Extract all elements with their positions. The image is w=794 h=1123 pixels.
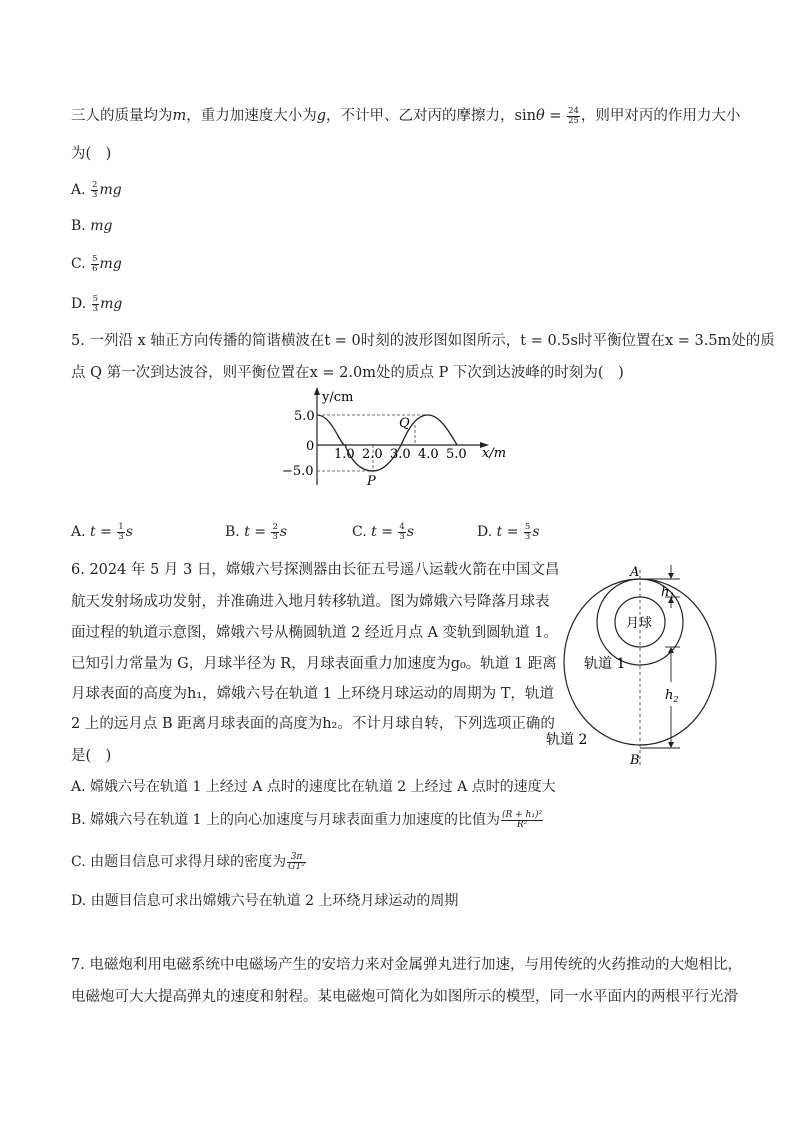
orbit-2-label: 轨道 2 [546,732,588,748]
q5-option-c[interactable] [352,522,414,542]
q6-stem-line7: 是( ) [71,748,112,764]
option-expr: mg [90,218,113,234]
option-letter: B. [71,218,86,234]
q4-text: ，则甲对丙的作用力大小 [580,108,741,124]
x-tick-1: 1.0 [334,447,355,462]
frac-num: 5 [524,521,531,532]
q6-option-b[interactable] [71,810,544,830]
q5-option-b[interactable] [225,522,287,542]
point-p-label: P [367,474,376,489]
q4-stem-line2: 为( ) [71,146,112,162]
option-unit: s [125,524,133,540]
frac-num: 3π [287,853,306,863]
x-tick-3: 3.0 [390,447,411,462]
option-letter: C. [352,524,367,540]
option-letter: D. [477,524,493,540]
q4-option-c[interactable] [71,254,122,274]
option-expr: mg [99,256,122,272]
frac-den: 3 [524,531,531,542]
option-letter: C. [71,256,86,272]
q6-stem-line6: 2 上的远月点 B 距离月球表面的高度为h₂。不计月球自转，下列选项正确的 [71,716,555,732]
option-pre: t = [244,524,271,540]
frac-num: 5 [92,293,99,304]
y-axis-arrow [314,387,320,395]
frac-den: 3 [272,531,278,542]
q4-option-d[interactable] [71,294,122,314]
q6-stem-line3: 面过程的轨道示意图，嫦娥六号从椭圆轨道 2 经近月点 A 变轨到圆轨道 1。 [71,625,558,641]
option-letter: D. [71,296,87,312]
option-fraction [524,523,531,542]
q5-option-a[interactable] [71,522,133,542]
q6-option-d[interactable]: D. 由题目信息可求出嫦娥六号在轨道 2 上环绕月球运动的周期 [71,893,459,909]
q4-text: 三人的质量均为 [71,108,173,124]
h1-label: $h_1$ [661,585,675,601]
q5-stem-line2: 点 Q 第一次到达波谷，则平衡位置在x = 2.0m处的质点 P 下次到达波峰的时刻为( ) [71,365,624,381]
option-expr: mg [100,296,123,312]
frac-num: (R + h₁)² [502,809,543,820]
q5-stem-line1: 5. 一列沿 x 轴正方向传播的简谐横波在t = 0时刻的波形图如图所示，t = 0.5s时平衡位置在x = 3.5m处的质 [71,333,775,349]
option-pre: t = [371,524,398,540]
frac-den: 3 [399,531,405,542]
x-axis-label: x/m [482,446,507,461]
option-fraction [501,811,543,830]
q4-text: ，重力加速度大小为 [186,108,317,124]
x-tick-4: 4.0 [418,447,439,462]
q5-option-d[interactable] [477,522,540,542]
point-q-label: Q [399,416,410,431]
option-letter: A. [71,182,86,198]
option-text: C. 由题目信息可求得月球的密度为 [71,854,287,870]
y-tick-neg5: −5.0 [282,464,314,479]
q7-stem-line2: 电磁炮可大大提高弹丸的速度和射程。某电磁炮可简化为如图所示的模型，同一水平面内的两根平行光滑 [71,989,738,1005]
q6-option-c[interactable] [71,852,307,872]
q4-var-g: g [316,108,327,124]
q6-orbit-diagram [540,560,740,775]
frac-den: 6 [92,263,98,274]
frac-den: GT² [288,861,305,872]
frac-num: 1 [118,521,124,532]
q4-sin-den: 25 [568,115,579,126]
q6-option-a[interactable]: A. 嫦娥六号在轨道 1 上经过 A 点时的速度比在轨道 2 上经过 A 点时的速度大 [71,779,556,795]
q4-var-theta: θ [535,108,545,124]
wave-curve [317,415,457,471]
moon-label: 月球 [626,616,653,631]
option-expr: mg [99,182,122,198]
option-pre: t = [90,524,117,540]
option-fraction [271,523,278,542]
h2-arrow-bottom [668,742,674,748]
frac-den: 3 [92,189,98,200]
q4-eq: = [544,108,567,124]
x-tick-2: 2.0 [362,447,383,462]
option-fraction [91,255,98,274]
q4-option-a[interactable] [71,180,122,200]
x-tick-5: 5.0 [446,447,467,462]
option-letter: B. [225,524,240,540]
frac-den: 3 [92,303,99,314]
option-unit: s [406,524,414,540]
q4-text: ，不计甲、乙对丙的摩擦力，sin [326,108,536,124]
option-pre: t = [496,524,523,540]
y-tick-5: 5.0 [294,409,315,424]
q4-option-b[interactable] [71,216,112,236]
q6-stem-line1: 6. 2024 年 5 月 3 日，嫦娥六号探测器由长征五号遥八运载火箭在中国文昌 [71,562,560,578]
q6-stem-line4: 已知引力常量为 G，月球半径为 R，月球表面重力加速度为g₀。轨道 1 距离 [71,656,557,672]
point-b-label: B [630,753,640,768]
option-fraction [398,523,405,542]
q4-sin-num: 24 [568,105,579,116]
q5-wave-graph [270,385,530,490]
option-text: B. 嫦娥六号在轨道 1 上的向心加速度与月球表面重力加速度的比值为 [71,812,500,828]
q7-stem-line1: 7. 电磁炮利用电磁系统中电磁场产生的安培力来对金属弹丸进行加速，与用传统的火药推动的大炮相比， [71,957,742,973]
point-a-label: A [630,565,640,580]
option-unit: s [532,524,540,540]
frac-num: 5 [92,253,98,264]
q6-stem-line2: 航天发射场成功发射，并准确进入地月转移轨道。图为嫦娥六号降落月球表 [71,594,550,610]
q4-var-m: m [172,108,187,124]
option-fraction [91,181,98,200]
orbit-1-label: 轨道 1 [584,656,626,672]
frac-den: 3 [118,531,124,542]
option-fraction [287,853,306,872]
frac-num: 4 [399,521,405,532]
q4-sin-fraction [567,107,580,126]
h2-label: $h_2$ [665,688,679,704]
q6-stem-line5: 月球表面的高度为h₁，嫦娥六号在轨道 1 上环绕月球运动的周期为 T，轨道 [71,686,554,702]
option-fraction [92,295,99,314]
frac-num: 2 [92,179,98,190]
q4-stem-line1 [71,106,740,126]
option-letter: A. [71,524,86,540]
option-fraction [117,523,124,542]
option-unit: s [279,524,288,540]
frac-den: R² [516,819,528,830]
y-tick-0: 0 [306,439,315,454]
y-axis-label: y/cm [322,390,354,405]
h1-arrow-head [668,573,674,579]
frac-num: 2 [272,521,278,532]
